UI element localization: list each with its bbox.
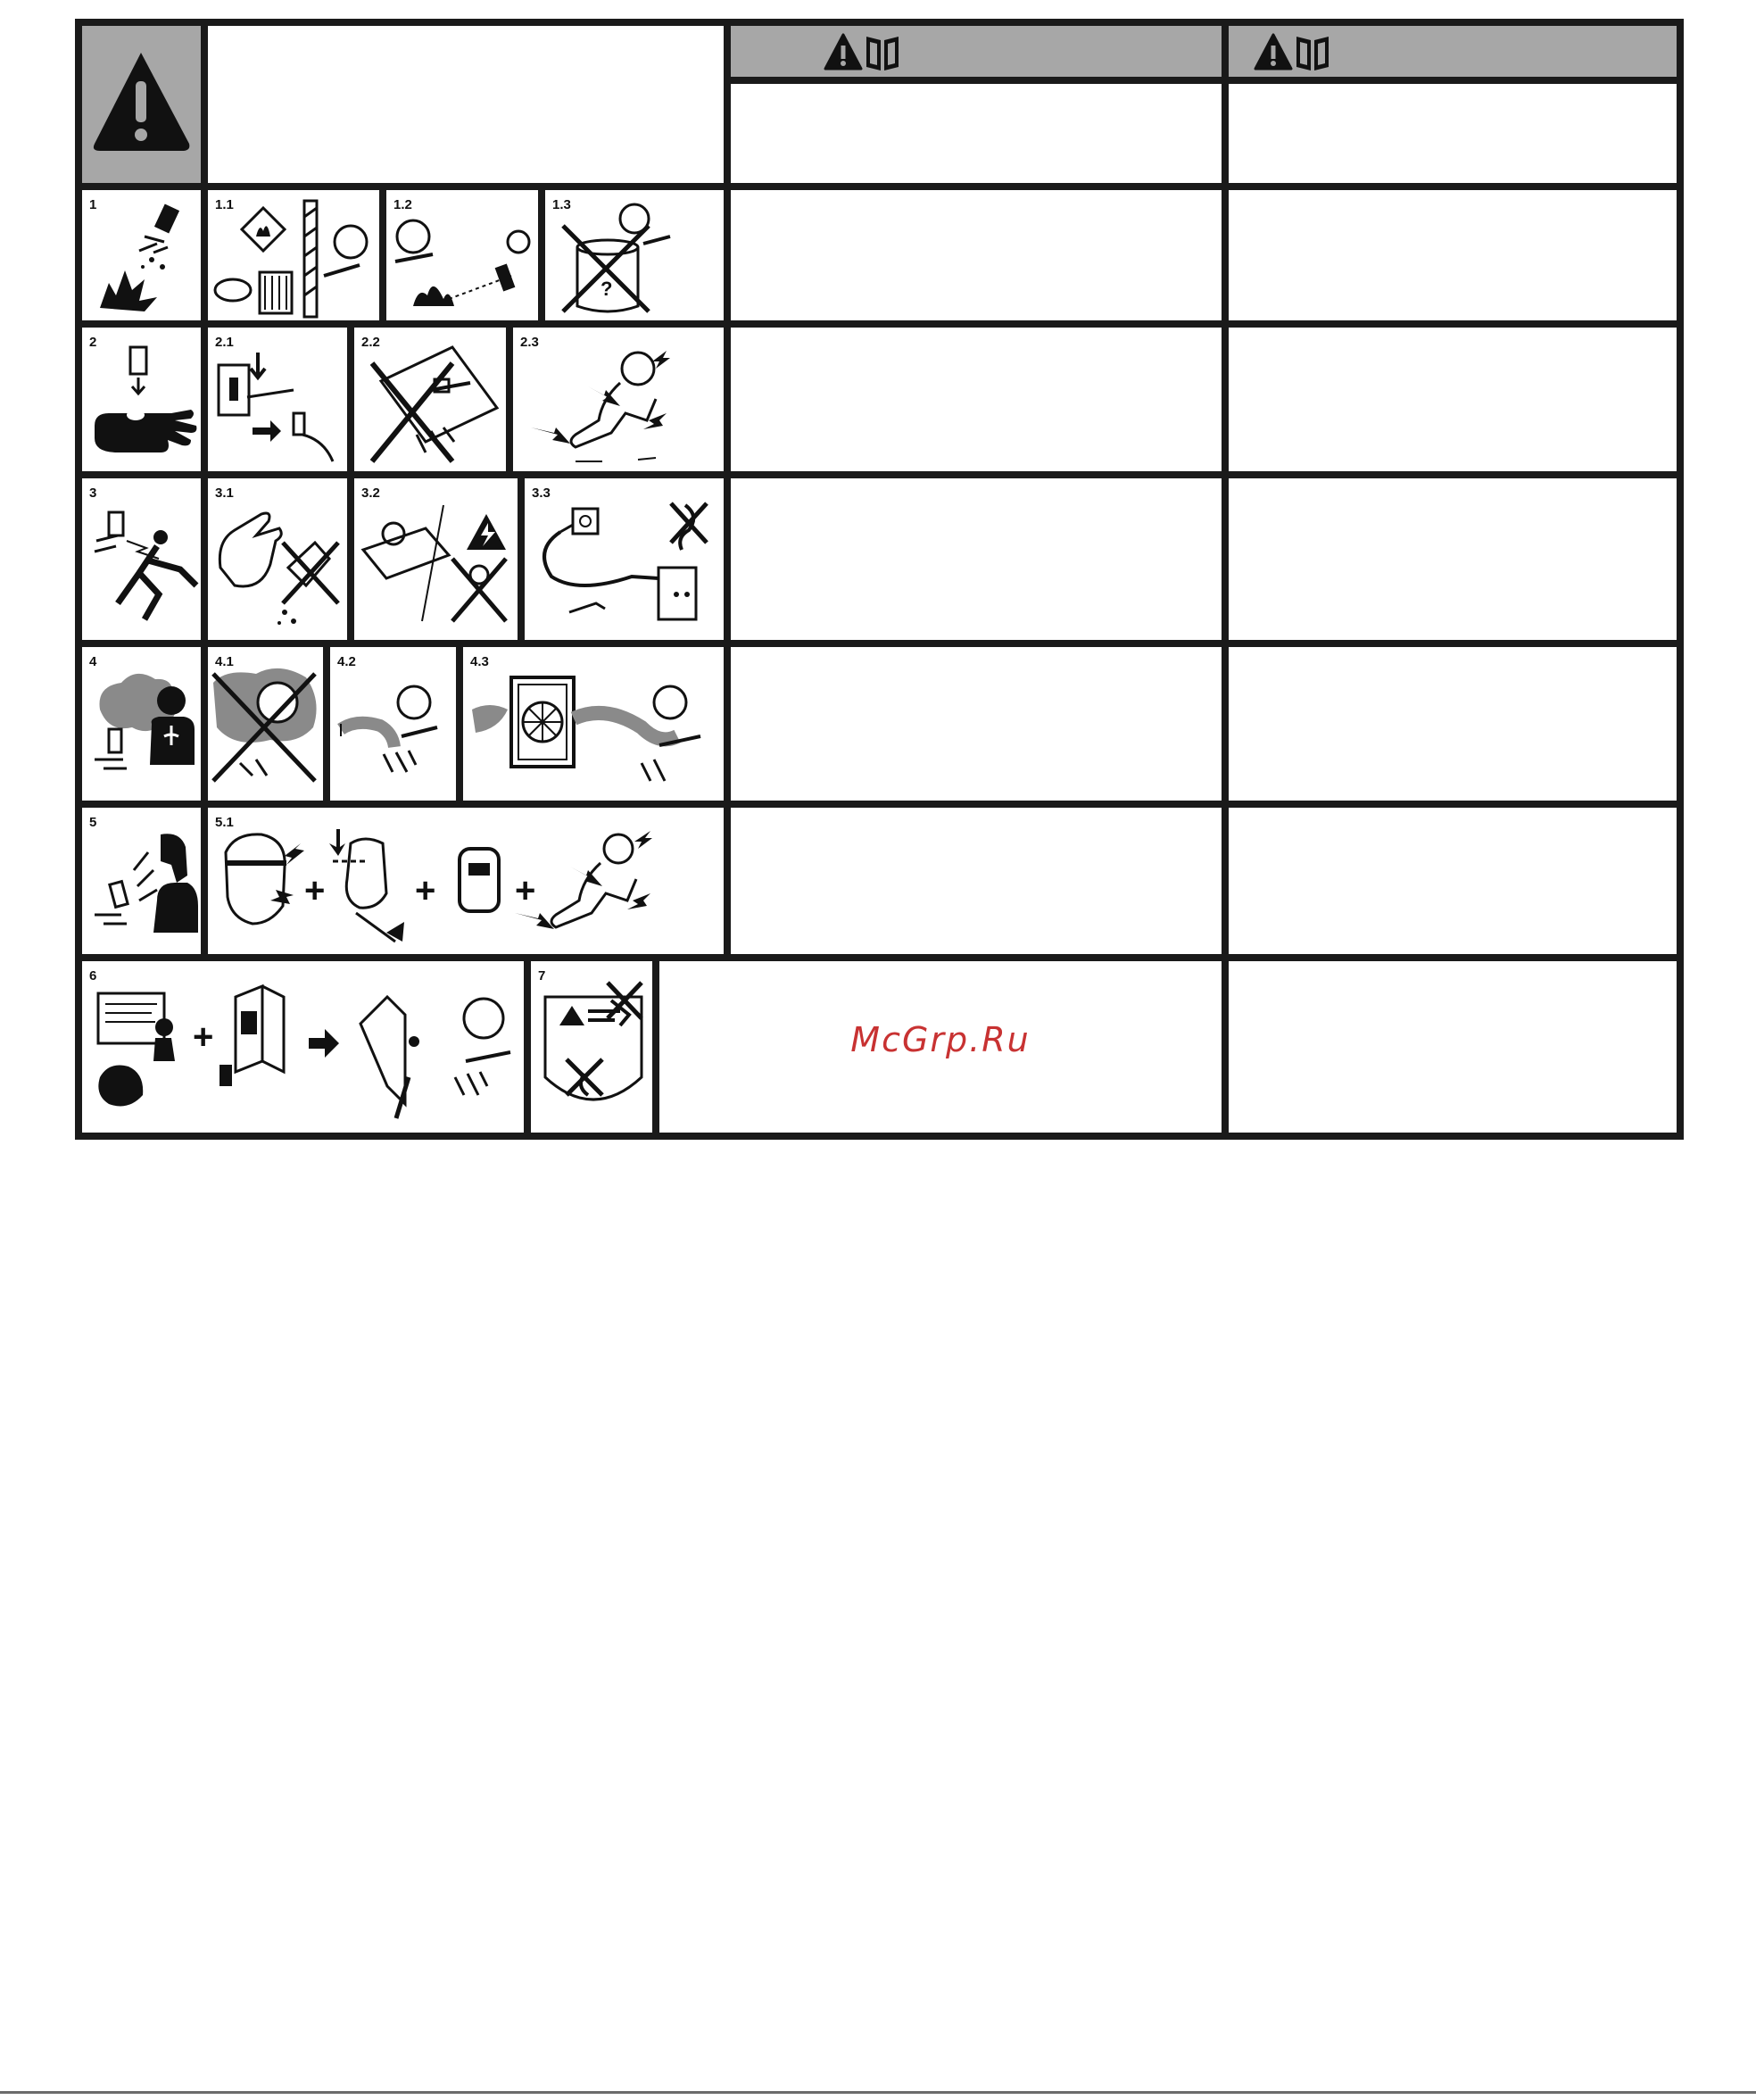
manual-book-icon [866,37,899,71]
language-text-cell-row-5-a [731,808,1222,954]
eye-protection-gear-icon [208,808,724,954]
panel-number: 4.3 [470,654,489,669]
row-2-icon-cell [82,328,201,471]
panel-4-1 [208,647,323,801]
language-text-cell-row-4-b [1229,647,1677,801]
warning-triangle-icon [82,26,201,183]
watermark-text: McGrp.Ru [850,1020,1031,1059]
fire-extinguisher-icon [386,190,538,320]
do-not-remove-label-icon [531,961,652,1133]
svg-text:+: + [193,1017,214,1057]
panel-number: 1.3 [552,197,571,212]
panel-2-2 [354,328,506,471]
panel-number: 3.2 [361,486,380,501]
row-7-cell [531,961,652,1133]
language-text-cell-header-1 [731,84,1222,183]
row-1-icon-cell [82,190,201,320]
no-welding-drum-icon [545,190,724,320]
panel-3-2 [354,478,518,640]
svg-text:+: + [304,871,326,910]
read-manual-icon [82,961,524,1133]
row-number: 6 [89,968,97,984]
language-text-cell-row-1-b [1229,190,1677,320]
unplug-before-service-icon [525,478,724,640]
hand-burn-icon [82,328,201,471]
language-text-cell-row-5-b [1229,808,1677,954]
language-text-cell-header-2 [1229,84,1677,183]
fume-inhalation-icon [82,647,201,801]
row-4-icon-cell [82,647,201,801]
panel-3-1 [208,478,347,640]
panel-5-1 [208,808,724,954]
panel-number: 2.2 [361,335,380,350]
panel-3-3 [525,478,724,640]
ventilation-hose-icon [330,647,456,801]
language-text-cell-row-2-b [1229,328,1677,471]
warning-triangle-icon [1255,35,1291,69]
panel-1-1 [208,190,379,320]
panel-1-3 [545,190,724,320]
language-text-cell-row-4-a [731,647,1222,801]
row-6-cell [82,961,524,1133]
main-warning-cell [82,26,201,183]
page-bottom-rule [0,2091,1756,2094]
dry-gloves-icon [208,478,347,640]
language-text-cell-row-6-b [1229,961,1677,1133]
panel-number: 3.1 [215,486,234,501]
panel-number: 1.1 [215,197,234,212]
insulation-icon [354,478,518,640]
language-text-cell-row-3-a [731,478,1222,640]
language-text-cell-row-3-b [1229,478,1677,640]
electric-shock-icon [82,478,201,640]
row-number: 2 [89,335,97,350]
safety-warning-table [75,19,1684,1140]
header-blank-cell [208,26,724,183]
row-number: 1 [89,197,97,212]
language-text-cell-row-6-a [659,961,1222,1133]
language-text-cell-row-2-a [731,328,1222,471]
panel-number: 2.1 [215,335,234,350]
warning-triangle-icon [825,35,861,69]
avoid-fumes-icon [208,647,323,801]
protective-clothing-icon [513,328,724,471]
row-number: 4 [89,654,97,669]
panel-number: 4.2 [337,654,356,669]
row-3-icon-cell [82,478,201,640]
language-column-header-1 [731,26,1222,77]
manual-book-icon [1296,37,1329,71]
panel-number: 1.2 [393,197,412,212]
arc-rays-icon [82,808,201,954]
no-touch-hot-work-icon [354,328,506,471]
panel-number: 2.3 [520,335,539,350]
row-number: 5 [89,815,97,830]
language-column-header-2 [1229,26,1677,77]
disconnect-power-icon [208,328,347,471]
explosion-spark-icon [82,190,201,320]
panel-4-2 [330,647,456,801]
panel-2-3 [513,328,724,471]
svg-text:?: ? [601,278,613,300]
row-5-icon-cell [82,808,201,954]
svg-text:+: + [415,871,436,910]
panel-number: 5.1 [215,815,234,830]
panel-number: 3.3 [532,486,551,501]
row-number: 7 [538,968,546,984]
panel-4-3 [463,647,724,801]
svg-text:+: + [515,871,536,910]
flammable-materials-icon [208,190,379,320]
panel-1-2 [386,190,538,320]
row-number: 3 [89,486,97,501]
panel-2-1 [208,328,347,471]
exhaust-fan-icon [463,647,724,801]
panel-number: 4.1 [215,654,234,669]
language-text-cell-row-1-a [731,190,1222,320]
